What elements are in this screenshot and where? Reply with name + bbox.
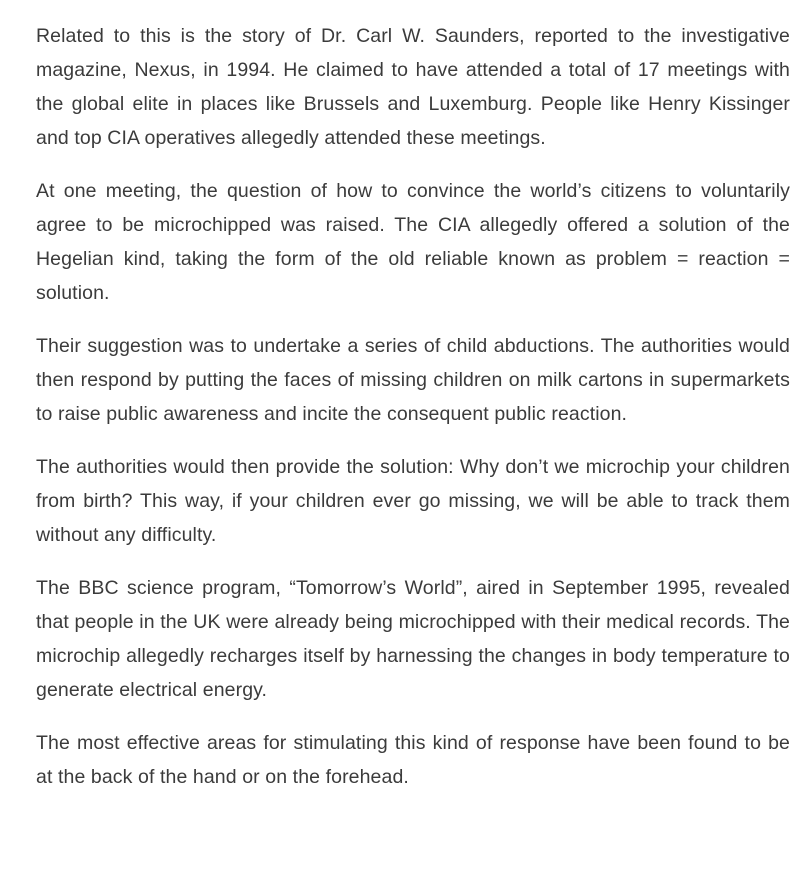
paragraph-bbc-program: The BBC science program, “Tomorrow’s World”, aired in September 1995, revealed that people in the UK were already being microchipped with their medical records. The microchip allegedly recharges itself by harnessing the changes in body temperature to generate electrical energy. [36, 577, 790, 701]
paragraph-saunders-story: Related to this is the story of Dr. Carl W. Saunders, reported to the investigative magazine, Nexus, in 1994. He claimed to have attended a total of 17 meetings with the global elite in places like Brussels and Luxemburg. People like Henry Kissinger and top CIA operatives allegedly attended these meetings. [36, 25, 790, 149]
paragraph-effective-areas: The most effective areas for stimulating this kind of response have been found to be at the back of the hand or on the forehead. [36, 732, 790, 788]
paragraph-microchip-solution: The authorities would then provide the solution: Why don’t we microchip your children from birth? This way, if your children ever go missing, we will be able to track them without any difficulty. [36, 456, 790, 546]
paragraph-meeting-question: At one meeting, the question of how to convince the world’s citizens to voluntarily agree to be microchipped was raised. The CIA allegedly offered a solution of the Hegelian kind, taking the form of the old reliable known as problem = reaction = solution. [36, 180, 790, 304]
paragraph-child-abductions: Their suggestion was to undertake a series of child abductions. The authorities would then respond by putting the faces of missing children on milk cartons in supermarkets to raise public awareness and incite the consequent public reaction. [36, 335, 790, 425]
